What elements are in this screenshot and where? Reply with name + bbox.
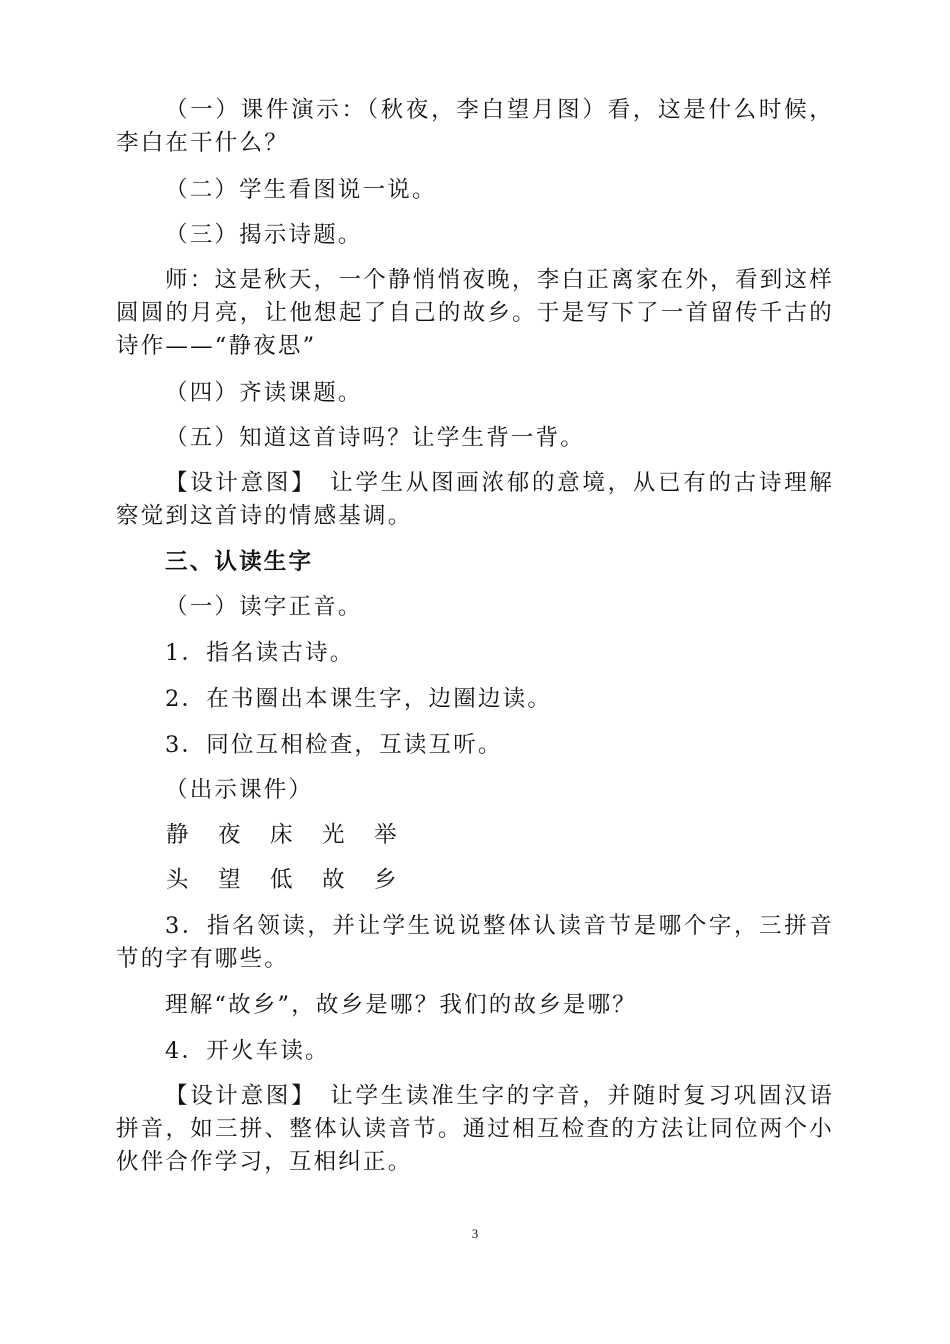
character: 静 (166, 822, 189, 848)
list-item-4: 4．开火车读。 (165, 1038, 330, 1064)
character: 床 (270, 822, 293, 848)
char-row-2 (166, 864, 426, 897)
page-number: 3 (471, 1226, 479, 1241)
paragraph-reveal-title: （三）揭示诗题。 (165, 222, 363, 248)
character: 头 (166, 867, 189, 893)
paragraph-correct-pronunciation: （一）读字正音。 (165, 594, 363, 620)
paragraph-courseware-demo: （一）课件演示：（秋夜，李白望月图）看，这是什么时候，李白在干什么？ (116, 97, 834, 156)
paragraph-lead-reading: 3．指名领读，并让学生说说整体认读音节是哪个字，三拼音节的字有哪些。 (116, 913, 834, 972)
character: 夜 (218, 822, 241, 848)
character: 举 (374, 822, 397, 848)
paragraph-read-title: （四）齐读课题。 (165, 380, 363, 406)
paragraph-understand-hometown: 理解“故乡”，故乡是哪？我们的故乡是哪？ (165, 992, 638, 1018)
section-heading: 三、认读生字 (165, 549, 314, 575)
paragraph-recite: （五）知道这首诗吗？让学生背一背。 (165, 425, 585, 451)
list-item-2: 2．在书圈出本课生字，边圈边读。 (165, 686, 553, 712)
list-item-3: 3．同位互相检查，互读互听。 (165, 732, 503, 758)
paragraph-design-intent-2: 【设计意图】 让学生读准生字的字音，并随时复习巩固汉语拼音，如三拼、整体认读音节。通过相互检查的方法让同位两个小伙伴合作学习，互相纠正。 (116, 1083, 834, 1175)
char-row-1 (166, 819, 426, 852)
character: 光 (322, 822, 345, 848)
character: 故 (322, 867, 345, 893)
list-item-1: 1．指名读古诗。 (165, 640, 355, 666)
paragraph-show-courseware: （出示课件） (165, 777, 314, 803)
paragraph-teacher-intro: 师：这是秋天，一个静悄悄夜晚，李白正离家在外，看到这样圆圆的月亮，让他想起了自己的故乡。于是写下了一首留传千古的诗作——“静夜思” (116, 267, 834, 359)
character: 望 (218, 867, 241, 893)
paragraph-look-and-say: （二）学生看图说一说。 (165, 177, 437, 203)
character: 乡 (374, 867, 397, 893)
paragraph-design-intent-1: 【设计意图】 让学生从图画浓郁的意境，从已有的古诗理解察觉到这首诗的情感基调。 (116, 470, 834, 529)
character: 低 (270, 867, 293, 893)
